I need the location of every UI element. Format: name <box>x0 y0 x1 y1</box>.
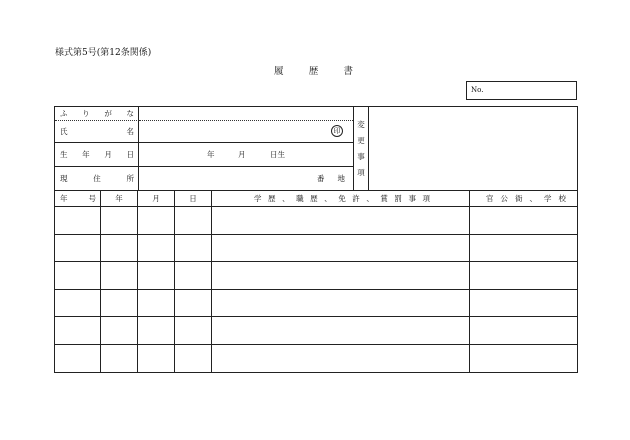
details-cell <box>212 290 470 318</box>
office-cell <box>470 345 577 373</box>
era-cell <box>55 235 101 263</box>
changes-label: 変更事項 <box>353 107 369 191</box>
year-cell <box>101 235 138 263</box>
birth-year-unit: 年 <box>207 150 215 159</box>
header-month: 月 <box>138 191 175 207</box>
seal-mark: 印 <box>331 125 343 137</box>
era-cell <box>55 317 101 345</box>
address-field <box>139 167 353 191</box>
details-cell <box>212 235 470 263</box>
year-cell <box>101 207 138 235</box>
month-cell <box>138 317 175 345</box>
birth-day-unit: 日生 <box>270 150 285 159</box>
year-cell <box>101 317 138 345</box>
header-year: 年 <box>101 191 138 207</box>
year-cell <box>101 290 138 318</box>
header-era: 年号 <box>55 191 101 207</box>
office-cell <box>470 235 577 263</box>
era-cell <box>55 290 101 318</box>
month-cell <box>138 235 175 263</box>
month-cell <box>138 207 175 235</box>
era-cell <box>55 207 101 235</box>
birth-date-field <box>139 143 353 167</box>
era-cell <box>55 345 101 373</box>
office-cell <box>470 262 577 290</box>
month-cell <box>138 345 175 373</box>
number-box-label: No. <box>471 86 484 94</box>
month-cell <box>138 262 175 290</box>
address-label: 現住所 <box>55 167 139 191</box>
office-cell <box>470 207 577 235</box>
day-cell <box>175 290 212 318</box>
day-cell <box>175 262 212 290</box>
history-table <box>55 191 577 372</box>
details-cell <box>212 345 470 373</box>
name-field <box>139 121 353 143</box>
details-cell <box>212 317 470 345</box>
month-cell <box>138 290 175 318</box>
day-cell <box>175 345 212 373</box>
birth-date-label: 生年月日 <box>55 143 139 167</box>
name-label: 氏名 <box>55 121 139 143</box>
form-title: 履歴書 <box>274 66 353 77</box>
day-cell <box>175 207 212 235</box>
day-cell <box>175 317 212 345</box>
details-cell <box>212 207 470 235</box>
banchi-unit: 番地 <box>317 174 345 183</box>
changes-field <box>369 107 577 191</box>
office-cell <box>470 317 577 345</box>
header-office: 官公衙、学校 <box>470 191 577 207</box>
number-box <box>466 81 577 100</box>
era-cell <box>55 262 101 290</box>
header-details: 学歴、職歴、免許、賞罰事項 <box>212 191 470 207</box>
details-cell <box>212 262 470 290</box>
office-cell <box>470 290 577 318</box>
form-number-label: 様式第5号(第12条関係) <box>55 48 152 58</box>
resume-table <box>54 106 578 373</box>
birth-month-unit: 月 <box>238 150 246 159</box>
year-cell <box>101 345 138 373</box>
furigana-label: ふりがな <box>55 107 139 121</box>
header-day: 日 <box>175 191 212 207</box>
day-cell <box>175 235 212 263</box>
year-cell <box>101 262 138 290</box>
furigana-field <box>139 107 353 121</box>
